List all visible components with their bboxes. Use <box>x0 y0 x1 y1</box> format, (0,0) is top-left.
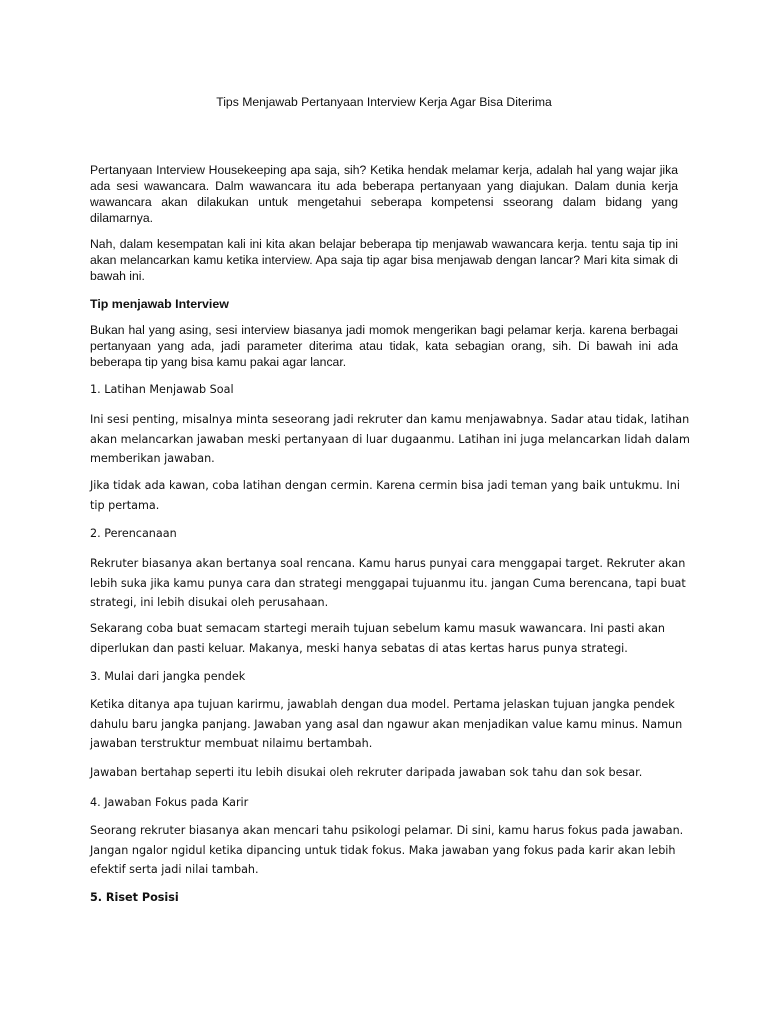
section-paragraph: Bukan hal yang asing, sesi interview biasanya jadi momok mengerikan bagi pelamar kerja. karena berbagai pertanyaan yang ada, jadi parameter diterima atau tidak, kata sebagian orang, sih. Di bawah ini ada beberapa tip yang bisa kamu pakai agar lancar. <box>90 323 678 369</box>
tip-heading-5: 5. Riset Posisi <box>90 891 179 904</box>
intro-paragraph-1: Pertanyaan Interview Housekeeping apa saja, sih? Ketika hendak melamar kerja, adalah hal yang wajar jika ada sesi wawancara. Dalm wawancara itu ada beberapa pertanyaan yang diajukan. Dalam dunia kerja wawancara akan dilakukan untuk mengetahui seberapa kompetensi sseorang dalam bidang yang dilamarnya. <box>90 163 678 225</box>
tip-heading-4: 4. Jawaban Fokus pada Karir <box>90 796 249 809</box>
tip-1-paragraph-2: Jika tidak ada kawan, coba latihan dengan cermin. Karena cermin bisa jadi teman yang baik untukmu. Ini tip pertama. <box>90 479 680 512</box>
tip-1-paragraph-1: Ini sesi penting, misalnya minta seseorang jadi rekruter dan kamu menjawabnya. Sadar atau tidak, latihan akan melancarkan jawaban meski pertanyaan di luar dugaanmu. Latihan ini juga melancarkan lidah dalam memberikan jawaban. <box>90 413 690 465</box>
tip-4-paragraph-1: Seorang rekruter biasanya akan mencari tahu psikologi pelamar. Di sini, kamu harus fokus pada jawaban. Jangan ngalor ngidul ketika dipancing untuk tidak fokus. Maka jawaban yang fokus pada karir akan lebih efektif serta jadi nilai tambah. <box>90 824 684 876</box>
tip-3-paragraph-2: Jawaban bertahap seperti itu lebih disukai oleh rekruter daripada jawaban sok tahu dan sok besar. <box>90 766 643 779</box>
intro-paragraph-2: Nah, dalam kesempatan kali ini kita akan belajar beberapa tip menjawab wawancara kerja. tentu saja tip ini akan melancarkan kamu ketika interview. Apa saja tip agar bisa menjawab dengan lancar? Mari kita simak di bawah ini. <box>90 237 678 283</box>
section-heading: Tip menjawab Interview <box>90 297 229 311</box>
tip-heading-1: 1. Latihan Menjawab Soal <box>90 383 234 396</box>
tip-heading-2: 2. Perencanaan <box>90 527 177 540</box>
tip-3-paragraph-1: Ketika ditanya apa tujuan karirmu, jawablah dengan dua model. Pertama jelaskan tujuan jangka pendek dahulu baru jangka panjang. Jawaban yang asal dan ngawur akan menjadikan value kamu minus. Namun jawaban terstruktur membuat nilaimu bertambah. <box>90 698 683 750</box>
tip-2-paragraph-2: Sekarang coba buat semacam startegi meraih tujuan sebelum kamu masuk wawancara. Ini pasti akan diperlukan dan pasti keluar. Makanya, meski hanya sebatas di atas kertas harus punya strategi. <box>90 622 666 655</box>
tip-heading-3: 3. Mulai dari jangka pendek <box>90 670 246 683</box>
document-title: Tips Menjawab Pertanyaan Interview Kerja Agar Bisa Diterima <box>216 95 552 109</box>
tip-2-paragraph-1: Rekruter biasanya akan bertanya soal rencana. Kamu harus punyai cara menggapai target. Rekruter akan lebih suka jika kamu punya cara dan strategi menggapai tujuanmu itu. jangan Cuma berencana, tapi buat strategi, ini lebih disukai oleh perusahaan. <box>90 557 686 609</box>
